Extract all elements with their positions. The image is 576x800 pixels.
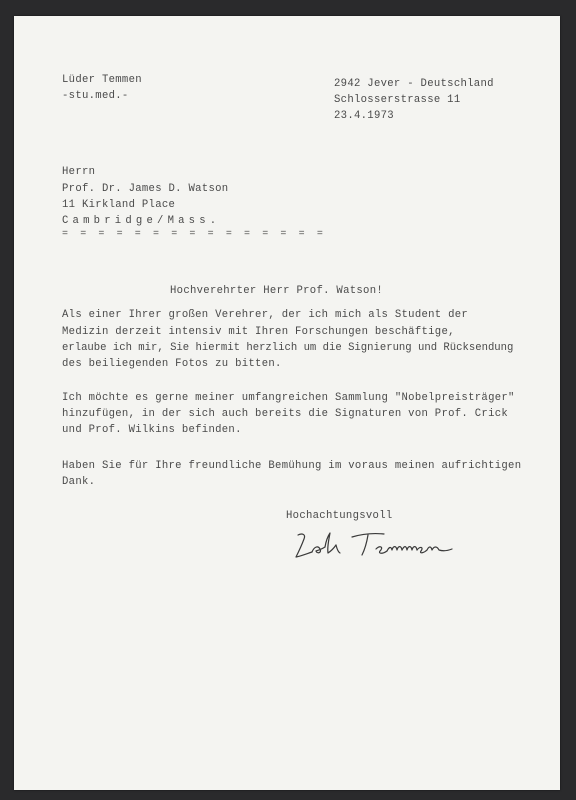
paragraph-1-line-3: erlaube ich mir, Sie hiermit herzlich um die Signierung und Rücksendung <box>62 342 514 354</box>
greeting: Hochverehrter Herr Prof. Watson! <box>170 285 384 297</box>
recipient-street: 11 Kirkland Place <box>62 199 176 211</box>
closing: Hochachtungsvoll <box>286 510 393 522</box>
handwritten-signature <box>292 527 460 563</box>
sender-street: Schlosserstrasse 11 <box>334 94 461 106</box>
paragraph-2-line-2: hinzufügen, in der sich auch bereits die Signaturen von Prof. Crick <box>62 408 509 420</box>
letter-date: 23.4.1973 <box>334 110 394 122</box>
sender-city: 2942 Jever - Deutschland <box>334 78 494 90</box>
paragraph-3-line-1: Haben Sie für Ihre freundliche Bemühung im voraus meinen aufrichtigen <box>62 460 522 472</box>
paragraph-2-line-1: Ich möchte es gerne meiner umfangreichen Sammlung "Nobelpreisträger" <box>62 392 515 404</box>
paragraph-1-line-1: Als einer Ihrer großen Verehrer, der ich mich als Student der <box>62 309 469 321</box>
paragraph-3-line-2: Dank. <box>62 476 96 488</box>
sender-title: -stu.med.- <box>62 90 129 102</box>
paragraph-2-line-3: und Prof. Wilkins befinden. <box>62 424 242 436</box>
sender-name: Lüder Temmen <box>62 74 142 86</box>
paragraph-1-line-2: Medizin derzeit intensiv mit Ihren Forschungen beschäftige, <box>62 326 455 338</box>
recipient-name: Prof. Dr. James D. Watson <box>62 183 229 195</box>
recipient-underline: = = = = = = = = = = = = = = = <box>62 229 326 240</box>
recipient-city: Cambridge/Mass. <box>62 215 221 227</box>
paragraph-1-line-4: des beiliegenden Fotos zu bitten. <box>62 358 282 370</box>
recipient-salutation-line: Herrn <box>62 166 96 178</box>
